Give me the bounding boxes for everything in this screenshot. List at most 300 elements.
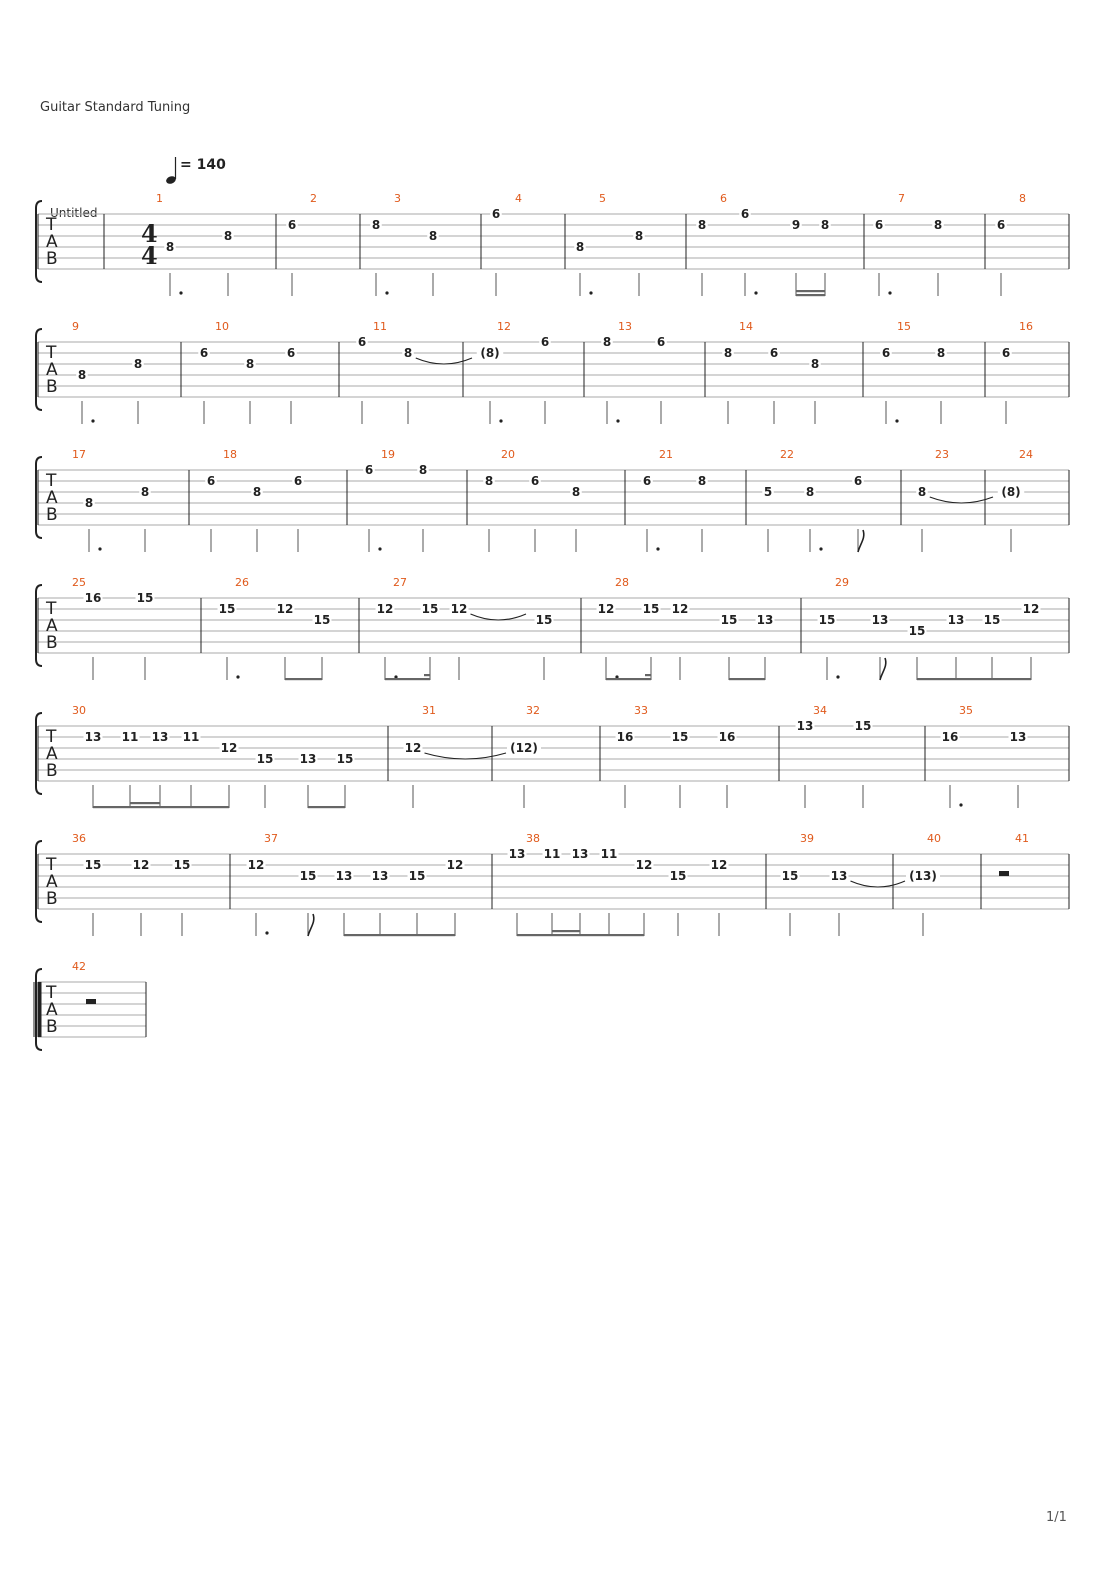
- fret-number: 15: [535, 613, 553, 627]
- measure: [597, 576, 775, 680]
- system-bracket: [36, 841, 42, 922]
- fret-number: 9: [791, 218, 801, 232]
- tab-note: [121, 730, 140, 808]
- tab-note: [251, 485, 263, 552]
- measure: [356, 320, 472, 424]
- tab-note: [571, 847, 590, 936]
- fret-number: 13: [299, 752, 317, 766]
- tab-note: [84, 730, 103, 808]
- fret-number: 15: [218, 602, 236, 616]
- fret-number: 15: [908, 624, 926, 638]
- tab-note: [371, 869, 390, 936]
- tab-letter-t: T: [46, 855, 57, 875]
- duration-dot: [499, 419, 502, 422]
- tab-note: [1000, 346, 1012, 424]
- fret-number: 8: [917, 485, 927, 499]
- tab-note: [247, 858, 269, 936]
- tab-letter-t: T: [46, 599, 57, 619]
- tab-note: [408, 869, 427, 936]
- measure-number: 33: [634, 704, 648, 717]
- beam-stub: [424, 674, 430, 676]
- fret-number: 12: [635, 858, 653, 872]
- tab-letter-t: T: [46, 343, 57, 363]
- measure: [508, 832, 729, 936]
- fret-number: 15: [983, 613, 1001, 627]
- fret-number: 8: [418, 463, 428, 477]
- fret-number: 8: [165, 240, 175, 254]
- tab-letter-b: B: [46, 761, 58, 781]
- fret-number: 12: [450, 602, 468, 616]
- measure-number: 6: [720, 192, 727, 205]
- fret-number: 6: [357, 335, 367, 349]
- tab-note: [285, 346, 297, 424]
- beam-stub: [645, 674, 651, 676]
- tab-note: [164, 240, 182, 296]
- measure-number: 12: [497, 320, 511, 333]
- measure-number: 25: [72, 576, 86, 589]
- fret-number: 11: [182, 730, 200, 744]
- tab-note: [132, 858, 151, 936]
- measure: [941, 704, 1028, 808]
- tab-note: [941, 730, 963, 808]
- fret-number: 8: [810, 357, 820, 371]
- tie-arc: [471, 614, 527, 620]
- duration-dot: [378, 547, 381, 550]
- tab-letter-t: T: [46, 215, 57, 235]
- tab-note: [880, 346, 898, 424]
- measure-number: 3: [394, 192, 401, 205]
- fret-number: 13: [871, 613, 889, 627]
- tab-note: [529, 474, 541, 552]
- tab-note: [641, 474, 659, 552]
- tab-note: [818, 613, 840, 680]
- fret-number: 8: [571, 485, 581, 499]
- measure-number: 28: [615, 576, 629, 589]
- fret-number: 15: [781, 869, 799, 883]
- fret-number: 15: [669, 869, 687, 883]
- measure-number: 32: [526, 704, 540, 717]
- tab-note: [696, 474, 708, 552]
- beam: [729, 678, 765, 680]
- measure-number: 24: [1019, 448, 1033, 461]
- measure: [641, 448, 708, 552]
- fret-number: (8): [480, 346, 500, 360]
- fret-number: 8: [252, 485, 262, 499]
- measure: [762, 448, 864, 552]
- fret-number: 12: [446, 858, 464, 872]
- tab-note: [539, 335, 551, 424]
- measure: [72, 704, 355, 808]
- tab-note: [313, 613, 332, 680]
- tab-note: [597, 602, 619, 680]
- tab-note: [809, 357, 821, 424]
- beam: [308, 806, 345, 808]
- tab-note: [173, 858, 192, 936]
- fret-number: 6: [287, 218, 297, 232]
- measure: [574, 192, 645, 296]
- measure-number: 21: [659, 448, 673, 461]
- tab-note: [852, 474, 864, 552]
- measure: [477, 320, 551, 424]
- tab-note: [507, 741, 541, 808]
- measure: [286, 192, 317, 296]
- tab-note: [790, 218, 802, 296]
- tempo-marking: [165, 157, 226, 185]
- measure-number: 42: [72, 960, 86, 973]
- fret-number: 8: [84, 496, 94, 510]
- tab-letter-b: B: [46, 889, 58, 909]
- tab-letter-b: B: [46, 633, 58, 653]
- fret-number: 11: [600, 847, 618, 861]
- tab-note: [151, 730, 170, 808]
- tab-letter-a: A: [46, 488, 58, 508]
- tab-note: [908, 624, 927, 680]
- tab-note: [543, 847, 562, 936]
- tab-letter-b: B: [46, 1017, 58, 1037]
- duration-dot: [179, 291, 182, 294]
- fret-number: 6: [286, 346, 296, 360]
- measure-number: 37: [264, 832, 278, 845]
- tab-letter-a: A: [46, 616, 58, 636]
- tab-note: [182, 730, 201, 808]
- fret-number: 8: [140, 485, 150, 499]
- tab-note: [84, 591, 103, 680]
- tab-letter-a: A: [46, 232, 58, 252]
- system-bracket: [36, 713, 42, 794]
- measure-number: 13: [618, 320, 632, 333]
- fret-number: 6: [881, 346, 891, 360]
- measure-number: 40: [927, 832, 941, 845]
- tab-note: [600, 847, 619, 936]
- measure: [906, 832, 941, 936]
- tab-note: [139, 485, 151, 552]
- tie-arc: [416, 358, 472, 364]
- fret-number: 13: [371, 869, 389, 883]
- measure-number: 4: [515, 192, 522, 205]
- measure-number: 26: [235, 576, 249, 589]
- tab-note: [1009, 730, 1028, 808]
- fret-number: 12: [597, 602, 615, 616]
- tab-note: [796, 719, 815, 808]
- fret-number: 15: [408, 869, 426, 883]
- measure-number: 11: [373, 320, 387, 333]
- fret-number: 16: [616, 730, 634, 744]
- measure: [72, 576, 155, 680]
- tab-letter-a: A: [46, 1000, 58, 1020]
- measure: [1000, 320, 1033, 424]
- tab-note: [363, 463, 381, 552]
- duration-dot: [265, 931, 268, 934]
- measure-number: 41: [1015, 832, 1029, 845]
- measure: [72, 832, 192, 936]
- whole-rest-icon: [86, 999, 96, 1004]
- beam: [285, 678, 322, 680]
- fret-number: 15: [642, 602, 660, 616]
- system-bracket: [36, 585, 42, 666]
- measure-number: 7: [898, 192, 905, 205]
- measure-number: 17: [72, 448, 86, 461]
- tab-note: [446, 858, 465, 936]
- fret-number: 12: [404, 741, 422, 755]
- measure: [880, 320, 947, 424]
- measure-number: 15: [897, 320, 911, 333]
- tab-note: [450, 602, 527, 680]
- fret-number: (8): [1001, 485, 1021, 499]
- fret-number: 8: [428, 229, 438, 243]
- fret-number: 6: [206, 474, 216, 488]
- measure: [34, 960, 96, 1037]
- tab-note: [286, 218, 298, 296]
- fret-number: 16: [84, 591, 102, 605]
- duration-dot: [836, 675, 839, 678]
- tab-note: [756, 613, 775, 680]
- measure-number: 23: [935, 448, 949, 461]
- measure: [490, 192, 522, 296]
- beam: [917, 678, 1031, 680]
- tab-note: [535, 613, 554, 680]
- tab-system: [36, 832, 1069, 936]
- fret-number: 13: [1009, 730, 1027, 744]
- fret-number: 12: [132, 858, 150, 872]
- duration-dot: [98, 547, 101, 550]
- measure: [616, 704, 737, 808]
- fret-number: 12: [276, 602, 294, 616]
- system-bracket: [36, 329, 42, 410]
- time-signature-bottom: 4: [141, 241, 158, 270]
- tab-note: [935, 346, 947, 424]
- fret-number: 13: [830, 869, 848, 883]
- fret-number: 13: [335, 869, 353, 883]
- tab-note: [710, 858, 729, 936]
- fret-number: 6: [853, 474, 863, 488]
- tab-note: [198, 346, 210, 424]
- measure-number: 27: [393, 576, 407, 589]
- tab-system: [36, 448, 1069, 552]
- tab-letter-a: A: [46, 744, 58, 764]
- measure: [363, 448, 429, 552]
- fret-number: 6: [874, 218, 884, 232]
- tab-note: [402, 346, 472, 424]
- measure-number: 35: [959, 704, 973, 717]
- measure-number: 19: [381, 448, 395, 461]
- measure: [995, 192, 1026, 296]
- duration-dot: [888, 291, 891, 294]
- tab-note: [421, 602, 440, 680]
- measure-number: 8: [1019, 192, 1026, 205]
- tab-note: [916, 485, 993, 552]
- tab-note: [136, 591, 155, 680]
- tie-arc: [851, 881, 906, 887]
- measure: [72, 320, 144, 424]
- measure-number: 36: [72, 832, 86, 845]
- eighth-flag-icon: [858, 530, 864, 552]
- tab-note: [762, 485, 774, 552]
- tab-note: [404, 741, 507, 808]
- duration-dot: [385, 291, 388, 294]
- tab-note: [76, 368, 94, 424]
- measure: [916, 448, 993, 552]
- tab-note: [983, 613, 1002, 680]
- tab-note: [718, 730, 737, 808]
- measure-number: 39: [800, 832, 814, 845]
- tab-letter-b: B: [46, 377, 58, 397]
- beam: [344, 934, 455, 936]
- fret-number: 12: [1022, 602, 1040, 616]
- tab-note: [244, 357, 256, 424]
- tab-letter-b: B: [46, 505, 58, 525]
- page-number: 1/1: [1046, 1510, 1067, 1525]
- beam: [385, 678, 430, 680]
- measure-number: 1: [156, 192, 163, 205]
- measure: [198, 320, 297, 424]
- fret-number: 5: [763, 485, 773, 499]
- beam-sixteenth: [796, 290, 825, 292]
- duration-dot: [656, 547, 659, 550]
- fret-number: 8: [371, 218, 381, 232]
- tab-note: [477, 346, 504, 424]
- fret-number: 13: [571, 847, 589, 861]
- fret-number: 8: [245, 357, 255, 371]
- fret-number: 15: [818, 613, 836, 627]
- tab-system: [36, 192, 1069, 296]
- fret-number: 8: [723, 346, 733, 360]
- fret-number: 15: [720, 613, 738, 627]
- fret-number: 8: [575, 240, 585, 254]
- tuning-label: Guitar Standard Tuning: [40, 100, 191, 115]
- fret-number: 12: [710, 858, 728, 872]
- final-barline-thick: [38, 982, 42, 1037]
- measure-number: 10: [215, 320, 229, 333]
- fret-number: 13: [151, 730, 169, 744]
- measure: [696, 192, 831, 296]
- duration-dot: [616, 419, 619, 422]
- fret-number: 13: [756, 613, 774, 627]
- tempo-text: = 140: [180, 157, 226, 173]
- fret-number: 8: [697, 474, 707, 488]
- fret-number: 8: [820, 218, 830, 232]
- measure: [507, 704, 541, 808]
- tab-note: [335, 869, 354, 936]
- fret-number: 8: [805, 485, 815, 499]
- track-name: Untitled: [50, 206, 98, 220]
- tab-note: [83, 496, 101, 552]
- eighth-flag-icon: [880, 658, 886, 680]
- tab-letter-b: B: [46, 249, 58, 269]
- tab-note: [218, 602, 240, 680]
- measure: [601, 320, 667, 424]
- fret-number: 8: [77, 368, 87, 382]
- tab-note: [370, 218, 388, 296]
- tab-note: [642, 602, 661, 680]
- measure-number: 30: [72, 704, 86, 717]
- tie-arc: [425, 753, 507, 759]
- measure-number: 18: [223, 448, 237, 461]
- tab-note: [570, 485, 582, 552]
- fret-number: 6: [642, 474, 652, 488]
- tab-note: [906, 869, 940, 936]
- duration-dot: [589, 291, 592, 294]
- fret-number: 8: [933, 218, 943, 232]
- tab-note: [722, 346, 734, 424]
- tab-note: [671, 602, 690, 680]
- duration-dot: [959, 803, 962, 806]
- measure: [205, 448, 304, 552]
- tab-note: [299, 752, 318, 808]
- tab-letter-a: A: [46, 872, 58, 892]
- tab-note: [205, 474, 217, 552]
- tab-note: [873, 218, 891, 296]
- system-bracket: [36, 201, 42, 282]
- measure: [247, 832, 465, 936]
- tab-note: [508, 847, 527, 936]
- tab-note: [720, 613, 739, 680]
- measure: [218, 576, 332, 680]
- fret-number: 8: [602, 335, 612, 349]
- tab-note: [768, 346, 780, 424]
- tab-note: [781, 869, 800, 936]
- tab-note: [276, 602, 295, 680]
- fret-number: 13: [796, 719, 814, 733]
- tab-system: [34, 960, 146, 1050]
- fret-number: 8: [697, 218, 707, 232]
- tab-note: [483, 474, 495, 552]
- measure-number: 14: [739, 320, 753, 333]
- tab-system: [36, 704, 1069, 808]
- duration-dot: [91, 419, 94, 422]
- fret-number: 13: [508, 847, 526, 861]
- measure-number: 22: [780, 448, 794, 461]
- fret-number: 15: [854, 719, 872, 733]
- fret-number: 15: [256, 752, 274, 766]
- fret-number: 12: [247, 858, 265, 872]
- duration-dot: [236, 675, 239, 678]
- fret-number: 8: [403, 346, 413, 360]
- tab-note: [376, 602, 398, 680]
- fret-number: 12: [671, 602, 689, 616]
- fret-number: (13): [909, 869, 937, 883]
- fret-number: 12: [220, 741, 238, 755]
- measure: [483, 448, 582, 552]
- fret-number: 16: [941, 730, 959, 744]
- measure: [72, 448, 151, 552]
- tab-note: [671, 730, 690, 808]
- tab-system: [36, 576, 1069, 680]
- tab-letter-t: T: [46, 471, 57, 491]
- fret-number: 8: [634, 229, 644, 243]
- fret-number: 15: [173, 858, 191, 872]
- tab-note: [696, 218, 708, 296]
- fret-number: 6: [540, 335, 550, 349]
- tab-letter-t: T: [46, 727, 57, 747]
- fret-number: 12: [376, 602, 394, 616]
- beam: [517, 934, 644, 936]
- fret-number: 8: [936, 346, 946, 360]
- fret-number: 6: [740, 207, 750, 221]
- tab-note: [947, 613, 966, 680]
- tab-letter-a: A: [46, 360, 58, 380]
- measure-number: 2: [310, 192, 317, 205]
- tab-note: [633, 229, 645, 296]
- fret-number: 11: [543, 847, 561, 861]
- beam: [606, 678, 651, 680]
- beam: [796, 294, 825, 296]
- beam-sixteenth: [130, 802, 160, 804]
- measure: [998, 448, 1033, 552]
- tab-system: [36, 320, 1069, 424]
- tab-note: [222, 229, 234, 296]
- system-bracket: [36, 457, 42, 538]
- measure-number: 29: [835, 576, 849, 589]
